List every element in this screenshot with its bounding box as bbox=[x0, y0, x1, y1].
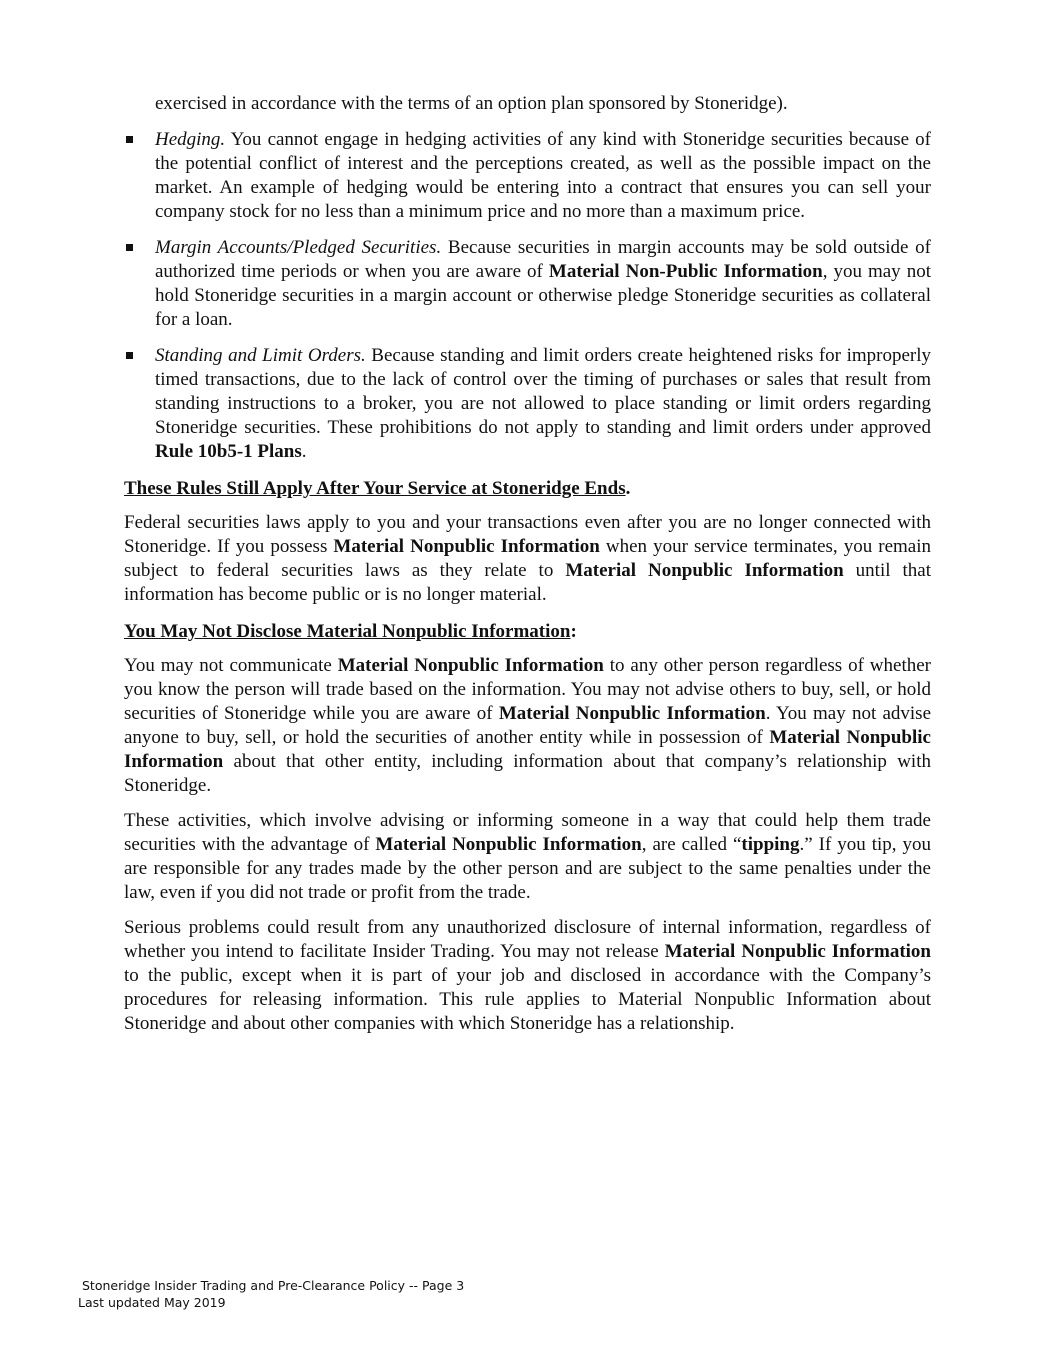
text-run: Rule 10b5-1 Plans bbox=[155, 441, 302, 462]
page-footer bbox=[78, 1277, 464, 1311]
text-run: to the public, except when it is part of your job and disclosed in accordance with the Company’s procedures for releasing information. This rule applies to Material Nonpublic Information about Stoneridge and about other companies with which Stoneridge has a relationship. bbox=[124, 965, 931, 1034]
square-bullet-icon bbox=[126, 136, 133, 143]
text-run: Material Nonpublic Information bbox=[333, 536, 600, 557]
text-run: Material Nonpublic Information bbox=[337, 655, 604, 676]
text-run: Margin Accounts/Pledged Securities. bbox=[155, 237, 442, 258]
text-run: tipping bbox=[741, 834, 800, 855]
text-run: about that other entity, including information about that company’s relationship with Stoneridge. bbox=[124, 751, 931, 796]
body-paragraph bbox=[124, 809, 931, 905]
text-run: Material Nonpublic Information bbox=[565, 560, 844, 581]
text-run: to any other person regardless of whether you know the person will trade based on the information. You may not advise others to buy, sell, or hold securities of Stoneridge while you are aware of bbox=[124, 655, 931, 724]
square-bullet-icon bbox=[126, 352, 133, 359]
bullet-margin-accounts bbox=[124, 236, 931, 332]
bullet-text bbox=[155, 236, 931, 332]
text-run: Federal securities laws apply to you and your transactions even after you are no longer connected with Stoneridge. If you possess bbox=[124, 512, 931, 557]
text-run: until that information has become public or is no longer material. bbox=[124, 560, 931, 605]
text-run: Because securities in margin accounts may be sold outside of authorized time periods or when you are aware of bbox=[155, 237, 931, 282]
text-run: Material Nonpublic Information bbox=[664, 941, 931, 962]
text-run: Standing and Limit Orders. bbox=[155, 345, 366, 366]
section-heading-may-not-disclose bbox=[124, 620, 931, 644]
text-run: You May Not Disclose Material Nonpublic Information bbox=[124, 621, 571, 642]
text-run: exercised in accordance with the terms of an option plan sponsored by Stoneridge). bbox=[155, 93, 788, 114]
footer-title: Stoneridge Insider Trading and Pre-Clearance Policy -- Page 3 bbox=[82, 1278, 465, 1293]
text-run: . bbox=[625, 478, 631, 499]
text-run: Material Nonpublic Information bbox=[375, 834, 642, 855]
section-heading-rules-apply-after-service bbox=[124, 477, 931, 501]
text-run: . You may not advise anyone to buy, sell, or hold the securities of another entity while in possession of bbox=[124, 703, 932, 748]
continuation-paragraph bbox=[124, 92, 931, 116]
text-run: Hedging. bbox=[155, 129, 226, 150]
text-run: .” If you tip, you are responsible for any trades made by the other person and are subject to the same penalties under the law, even if you did not trade or profit from the trade. bbox=[124, 834, 931, 903]
bullet-text bbox=[155, 344, 931, 464]
text-run: These activities, which involve advising or informing someone in a way that could help them trade securities with the advantage of bbox=[124, 810, 931, 855]
text-run: Material Non-Public Information bbox=[548, 261, 823, 282]
body-paragraph bbox=[124, 511, 931, 607]
square-bullet-icon bbox=[126, 244, 133, 251]
text-run: Material Nonpublic Information bbox=[498, 703, 766, 724]
text-run: Because standing and limit orders create heightened risks for improperly timed transactions, due to the lack of control over the timing of purchases or sales that result from standing instructions to a broker, you are not allowed to place standing or limit orders regarding Stoneridge securities. These prohibitions do not apply to standing and limit orders under approved bbox=[155, 345, 931, 438]
body-paragraph bbox=[124, 916, 931, 1036]
bullet-standing-limit-orders bbox=[124, 344, 931, 464]
text-run: These Rules Still Apply After Your Service at Stoneridge Ends bbox=[124, 478, 626, 499]
text-run: You cannot engage in hedging activities of any kind with Stoneridge securities because of the potential conflict of interest and the perceptions created, as well as the possible impact on the market. An example of hedging would be entering into a contract that ensures you can sell your company stock for no less than a minimum price and no more than a maximum price. bbox=[155, 129, 931, 222]
text-run: Material Nonpublic Information bbox=[124, 727, 931, 772]
text-run: You may not communicate bbox=[124, 655, 338, 676]
bullet-hedging bbox=[124, 128, 931, 224]
text-run: . bbox=[301, 441, 307, 462]
page-content bbox=[124, 92, 931, 1047]
text-run: : bbox=[570, 621, 577, 642]
text-run: , are called “ bbox=[641, 834, 742, 855]
footer-last-updated: Last updated May 2019 bbox=[78, 1295, 226, 1310]
body-paragraph bbox=[124, 654, 931, 798]
text-run: , you may not hold Stoneridge securities in a margin account or otherwise pledge Stoneridge securities as collateral for a loan. bbox=[155, 261, 931, 330]
bullet-text bbox=[155, 128, 931, 224]
text-run: when your service terminates, you remain subject to federal securities laws as they relate to bbox=[124, 536, 932, 581]
text-run: Serious problems could result from any unauthorized disclosure of internal information, regardless of whether you intend to facilitate Insider Trading. You may not release bbox=[124, 917, 931, 962]
